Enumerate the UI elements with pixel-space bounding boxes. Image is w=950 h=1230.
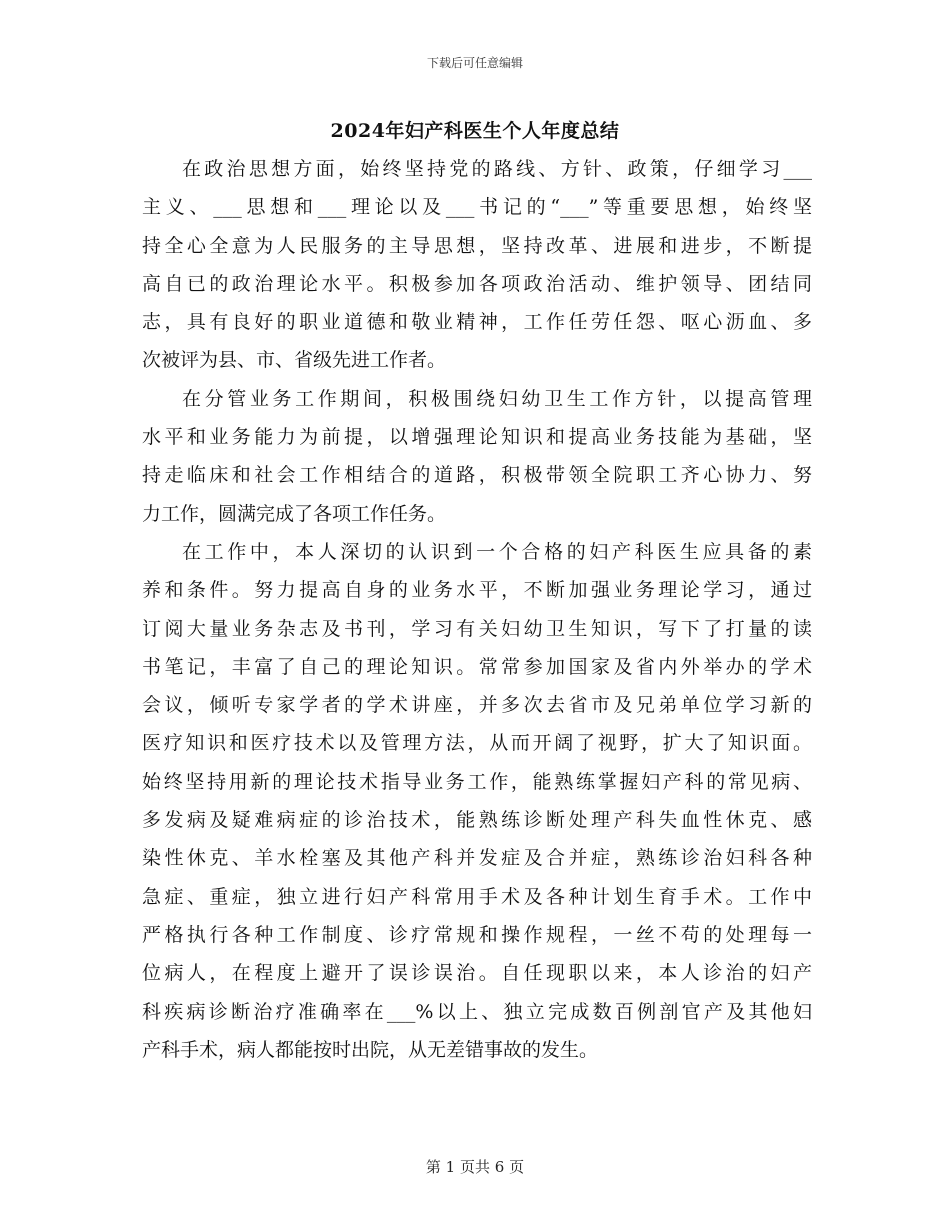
paragraph-2-line-2: 水平和业务能力为前提，以增强理论知识和提高业务技能为基础，坚 [142, 426, 812, 449]
paragraph-3-line-6: 医疗知识和医疗技术以及管理方法，从而开阔了视野，扩大了知识面。 [142, 732, 812, 755]
paragraph-1-line-6: 次被评为县、市、省级先进工作者。 [142, 349, 447, 372]
paragraph-1-line-3: 持全心全意为人民服务的主导思想，坚持改革、进展和进步，不断提 [142, 234, 812, 257]
paragraph-1-line-1: 在政治思想方面，始终坚持党的路线、方针、政策，仔细学习___ [182, 158, 812, 180]
paragraph-3-line-1: 在工作中，本人深切的认识到一个合格的妇产科医生应具备的素 [182, 540, 812, 563]
document-title: 2024年妇产科医生个人年度总结 [330, 120, 620, 142]
paragraph-2-line-3: 持走临床和社会工作相结合的道路，积极带领全院职工齐心协力、努 [142, 464, 812, 487]
paragraph-3-line-5: 会议，倾听专家学者的学术讲座，并多次去省市及兄弟单位学习新的 [142, 694, 812, 717]
paragraph-1-line-2: 主义、___思想和___理论以及___书记的“___”等重要思想，始终坚 [142, 196, 812, 219]
paragraph-3-line-7: 始终坚持用新的理论技术指导业务工作，能熟练掌握妇产科的常见病、 [142, 770, 812, 793]
page-header-note: 下载后可任意编辑 [426, 56, 523, 70]
paragraph-3-line-12: 位病人，在程度上避开了误诊误治。自任现职以来，本人诊治的妇产 [142, 962, 812, 985]
page-number: 第 1 页共 6 页 [425, 1158, 525, 1176]
paragraph-1-line-4: 高自已的政治理论水平。积极参加各项政治活动、维护领导、团结同 [142, 272, 812, 295]
paragraph-3-line-3: 订阅大量业务杂志及书刊，学习有关妇幼卫生知识，写下了打量的读 [142, 617, 812, 640]
paragraph-3-line-11: 严格执行各种工作制度、诊疗常规和操作规程，一丝不苟的处理每一 [142, 923, 812, 946]
document-body [142, 150, 812, 1069]
paragraph-3-line-8: 多发病及疑难病症的诊治技术，能熟练诊断处理产科失血性休克、感 [142, 809, 812, 832]
paragraph-2-line-1: 在分管业务工作期间，积极围绕妇幼卫生工作方针，以提高管理 [182, 387, 812, 410]
paragraph-3-line-14: 产科手术，病人都能按时出院，从无差错事故的发生。 [142, 1038, 599, 1061]
paragraph-3-line-2: 养和条件。努力提高自身的业务水平，不断加强业务理论学习，通过 [142, 579, 812, 602]
paragraph-1-line-5: 志，具有良好的职业道德和敬业精神，工作任劳任怨、呕心沥血、多 [142, 311, 812, 334]
paragraph-2-line-4: 力工作，圆满完成了各项工作任务。 [142, 502, 447, 525]
paragraph-3-line-4: 书笔记，丰富了自己的理论知识。常常参加国家及省内外举办的学术 [142, 655, 812, 678]
paragraph-3-line-13: 科疾病诊断治疗准确率在___%以上、独立完成数百例剖官产及其他妇 [142, 1000, 812, 1023]
paragraph-3-line-9: 染性休克、羊水栓塞及其他产科并发症及合并症，熟练诊治妇科各种 [142, 847, 812, 870]
paragraph-3-line-10: 急症、重症，独立进行妇产科常用手术及各种计划生育手术。工作中 [142, 885, 812, 908]
